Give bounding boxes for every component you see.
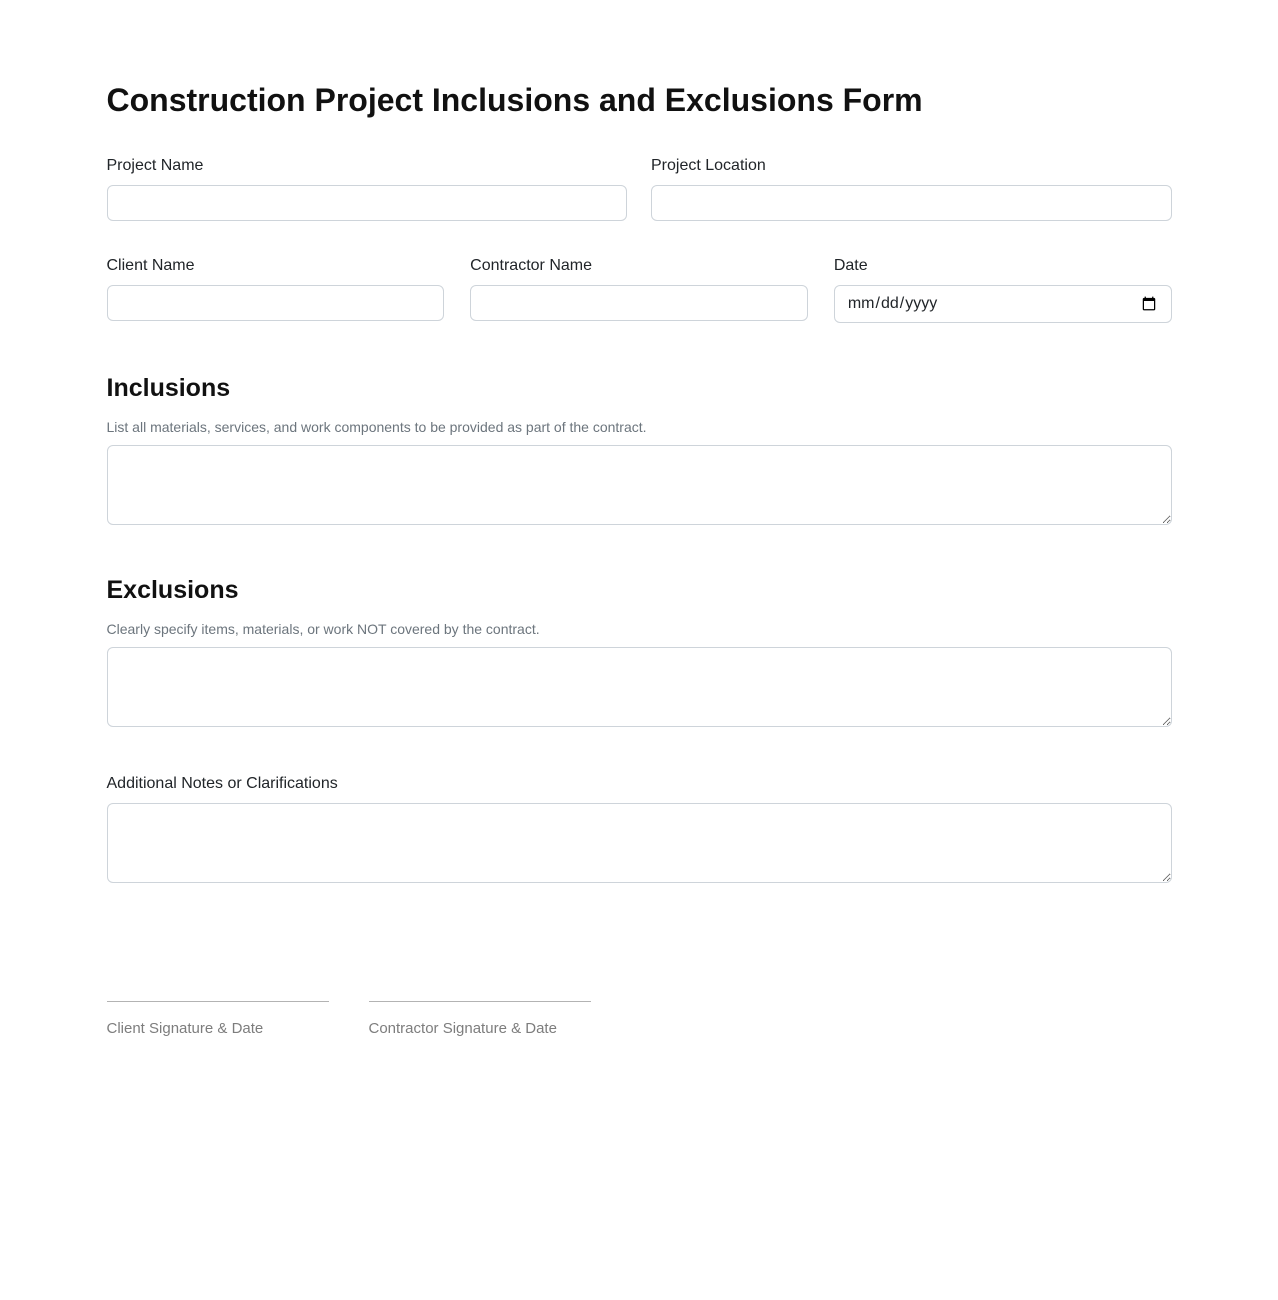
inclusions-helper-text: List all materials, services, and work components to be provided as part of the contract. bbox=[106, 418, 647, 435]
client-signature-label: Client Signature & Date bbox=[106, 1019, 264, 1037]
contractor-name-input[interactable] bbox=[470, 285, 808, 321]
contractor-signature-block bbox=[369, 1001, 591, 1037]
client-name-label: Client Name bbox=[106, 256, 195, 274]
inclusions-textarea[interactable] bbox=[107, 445, 1172, 525]
date-input[interactable] bbox=[834, 285, 1172, 323]
field-row-parties bbox=[107, 255, 1172, 323]
form-container bbox=[107, 0, 1172, 1097]
project-name-label: Project Name bbox=[106, 156, 204, 174]
field-project-name bbox=[107, 155, 628, 221]
project-location-label: Project Location bbox=[651, 156, 766, 174]
field-date bbox=[834, 255, 1172, 323]
client-name-input[interactable] bbox=[107, 285, 445, 321]
project-location-input[interactable] bbox=[651, 185, 1172, 221]
signature-row bbox=[107, 1001, 1172, 1097]
field-row-project bbox=[107, 155, 1172, 221]
inclusions-heading: Inclusions bbox=[106, 373, 231, 402]
field-contractor-name bbox=[470, 255, 808, 323]
field-client-name bbox=[107, 255, 445, 323]
additional-notes-textarea[interactable] bbox=[107, 803, 1172, 883]
page-title: Construction Project Inclusions and Exclusions Form bbox=[106, 82, 923, 118]
contractor-signature-label: Contractor Signature & Date bbox=[368, 1019, 557, 1037]
additional-notes-label: Additional Notes or Clarifications bbox=[106, 774, 338, 792]
client-signature-line bbox=[107, 1001, 329, 1002]
date-label: Date bbox=[833, 256, 868, 274]
contractor-signature-line bbox=[369, 1001, 591, 1002]
exclusions-heading: Exclusions bbox=[106, 575, 239, 604]
exclusions-section bbox=[107, 575, 1172, 727]
inclusions-section bbox=[107, 373, 1172, 525]
exclusions-helper-text: Clearly specify items, materials, or work NOT covered by the contract. bbox=[106, 620, 540, 637]
contractor-name-label: Contractor Name bbox=[470, 256, 592, 274]
additional-notes-section bbox=[107, 773, 1172, 883]
client-signature-block bbox=[107, 1001, 329, 1037]
field-project-location bbox=[651, 155, 1172, 221]
project-name-input[interactable] bbox=[107, 185, 628, 221]
exclusions-textarea[interactable] bbox=[107, 647, 1172, 727]
